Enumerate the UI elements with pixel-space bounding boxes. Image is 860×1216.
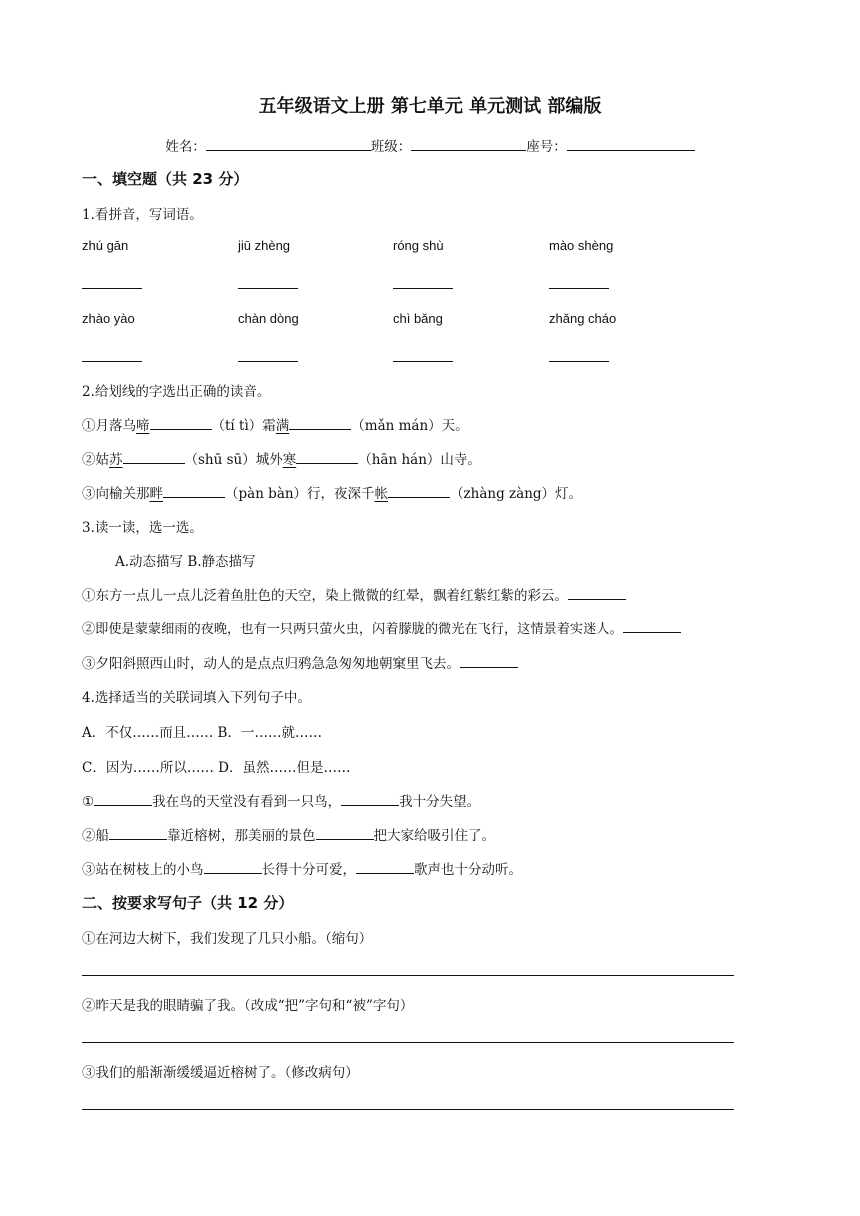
answer-blank[interactable] [356,861,414,874]
pinyin-8: zhǎng cháo [549,311,617,326]
q1-prompt: 1.看拼音，写词语。 [82,207,203,223]
underlined-char: 寒 [282,452,297,468]
answer-blank[interactable] [623,620,681,633]
answer-blank[interactable] [289,417,351,430]
q2-line-1: ①月落乌啼 （tí tì）霜满 （mǎn mán）天。 [82,418,469,434]
section2-heading: 二、按要求写句子（共 12 分） [82,894,294,912]
class-field[interactable] [411,138,526,151]
q4-prompt: 4.选择适当的关联词填入下列句子中。 [82,690,311,706]
answer-blank[interactable] [568,587,626,600]
answer-blank[interactable] [393,288,453,289]
q4-options-1: A．不仅……而且…… B．一……就…… [82,725,322,741]
pinyin-7: chì bǎng [393,311,443,326]
s2-sentence-3: ③我们的船渐渐缓缓逼近榕树了。（修改病句） [82,1065,359,1081]
s2-sentence-2: ②昨天是我的眼睛骗了我。（改成“把”字句和“被”字句） [82,998,414,1014]
answer-blank[interactable] [460,655,518,668]
answer-blank[interactable] [150,417,212,430]
pinyin-2: jiū zhèng [238,238,291,253]
seat-field[interactable] [567,138,695,151]
student-info-line [0,135,860,155]
q2-prompt: 2.给划线的字选出正确的读音。 [82,384,271,400]
q4-sentence-2: ②船 靠近榕树，那美丽的景色 把大家给吸引住了。 [82,828,495,844]
pinyin-4: mào shèng [549,238,614,253]
underlined-char: 苏 [109,452,123,468]
answer-blank[interactable] [82,288,142,289]
answer-line[interactable] [82,1042,734,1043]
answer-blank[interactable] [393,361,453,362]
underlined-char: 满 [275,418,290,434]
answer-blank[interactable] [316,827,374,840]
answer-blank[interactable] [238,361,298,362]
q3-sentence-3: ③夕阳斜照西山时，动人的是点点归鸦急急匆匆地朝窠里飞去。 [82,652,518,672]
answer-blank[interactable] [296,451,358,464]
answer-blank[interactable] [388,485,450,498]
answer-blank[interactable] [94,793,152,806]
answer-blank[interactable] [341,793,399,806]
answer-line[interactable] [82,975,734,976]
name-label: 姓名： [165,139,206,155]
answer-line[interactable] [82,1109,734,1110]
q4-options-2: C．因为……所以…… D．虽然……但是…… [82,760,351,776]
s2-sentence-1: ①在河边大树下，我们发现了几只小船。（缩句） [82,931,373,947]
q3-sentence-1: ①东方一点儿一点儿泛着鱼肚色的天空，染上微微的红晕，飘着红紫红紫的彩云。 [82,584,626,604]
q4-sentence-3: ③站在树枝上的小鸟 长得十分可爱， 歌声也十分动听。 [82,862,522,878]
q4-sentence-1: ① 我在鸟的天堂没有看到一只鸟， 我十分失望。 [82,794,481,810]
answer-blank[interactable] [123,451,185,464]
answer-blank[interactable] [238,288,298,289]
answer-blank[interactable] [82,361,142,362]
page-title: 五年级语文上册 第七单元 单元测试 部编版 [258,96,602,117]
underlined-char: 啼 [136,418,150,434]
class-label: 班级： [370,139,412,155]
name-field[interactable] [206,138,371,151]
q2-line-2: ②姑苏 （shū sū）城外寒 （hān hán）山寺。 [82,452,481,468]
underlined-char: 畔 [149,486,163,502]
answer-blank[interactable] [549,361,609,362]
section1-heading: 一、填空题（共 23 分） [82,170,249,188]
seat-label: 座号： [526,139,567,155]
answer-blank[interactable] [204,861,262,874]
q3-prompt: 3.读一读，选一选。 [82,520,203,536]
answer-blank[interactable] [549,288,609,289]
q3-sentence-2: ②即使是蒙蒙细雨的夜晚，也有一只两只萤火虫，闪着朦胧的微光在飞行，这情景着实迷人。 [82,618,681,637]
q3-options: A.动态描写 B.静态描写 [115,554,256,570]
answer-blank[interactable] [109,827,167,840]
q2-line-3: ③向榆关那畔 （pàn bàn）行，夜深千帐 （zhàng zàng）灯。 [82,486,583,502]
answer-blank[interactable] [163,485,225,498]
underlined-char: 帐 [374,486,389,502]
pinyin-3: róng shù [393,238,444,253]
pinyin-5: zhào yào [82,311,135,326]
pinyin-1: zhú gān [82,238,129,253]
pinyin-6: chàn dòng [238,311,299,326]
